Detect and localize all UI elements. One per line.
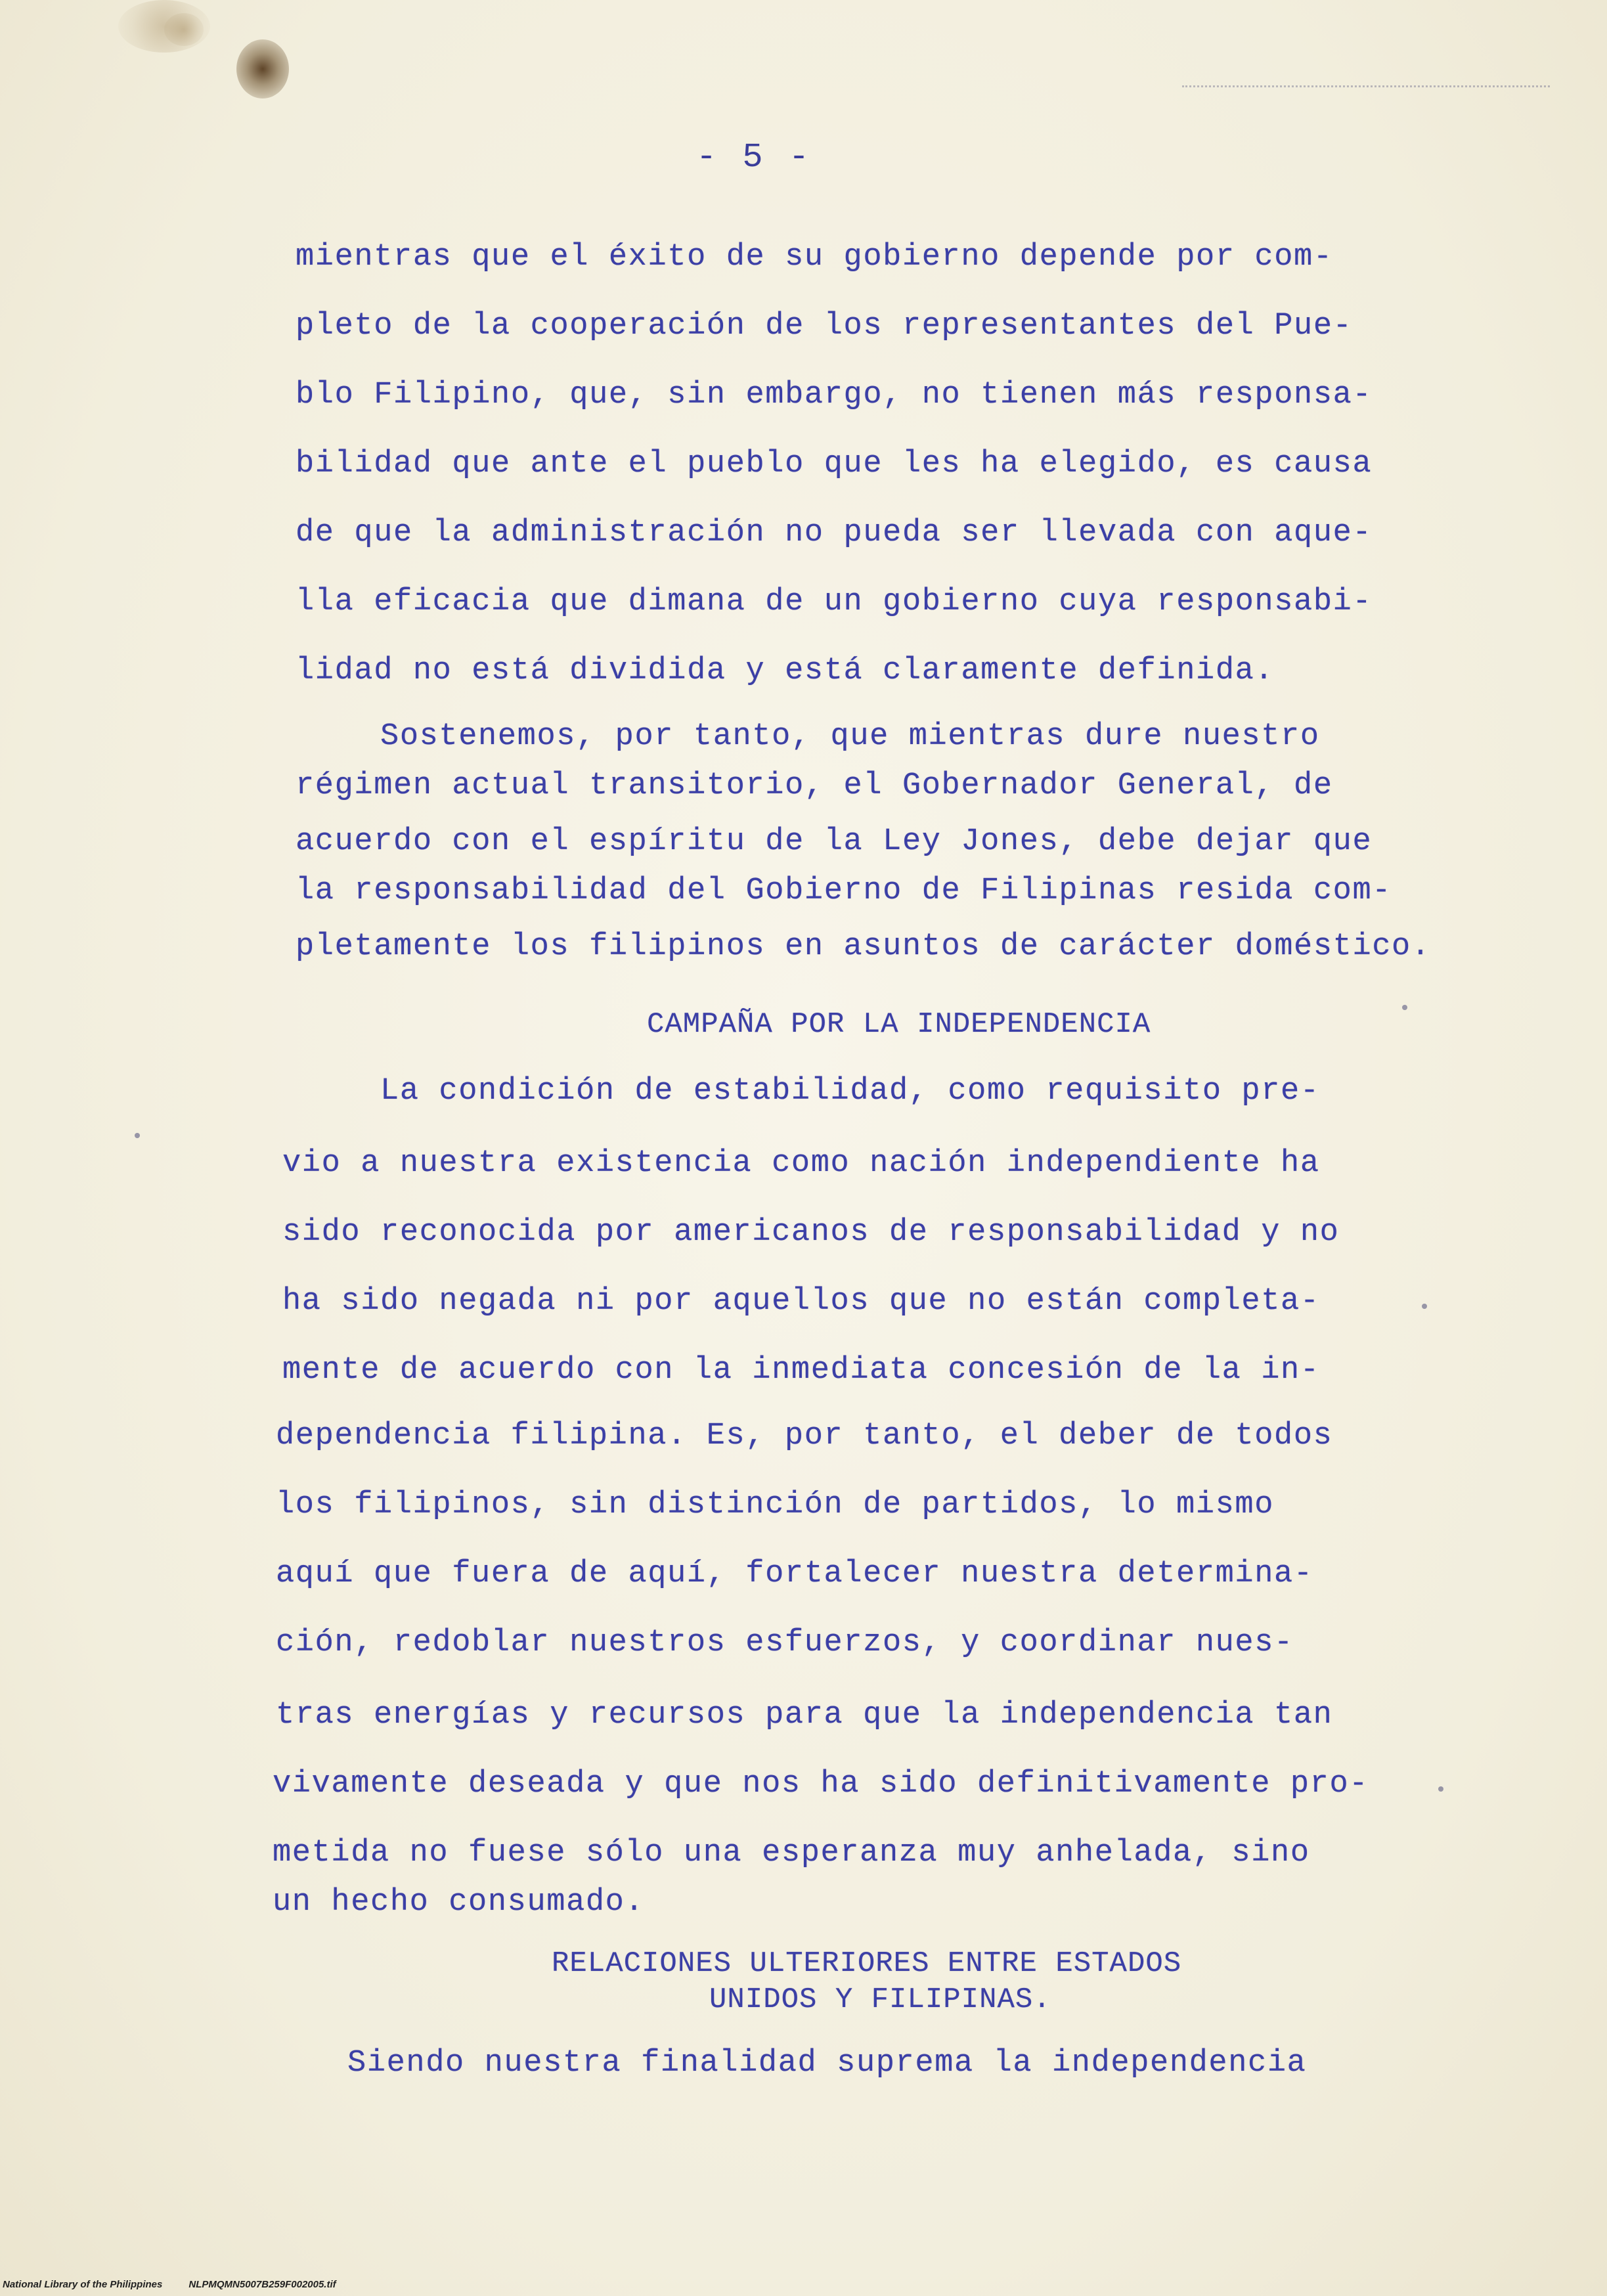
text-line: vio a nuestra existencia como nación independiente ha (282, 1146, 1320, 1181)
text-line: tras energías y recursos para que la independencia tan (276, 1698, 1333, 1733)
text-line: ción, redoblar nuestros esfuerzos, y coordinar nues- (276, 1625, 1294, 1660)
text-line: bilidad que ante el pueblo que les ha elegido, es causa (296, 447, 1373, 481)
text-line: lidad no está dividida y está claramente definida. (296, 653, 1275, 688)
archive-footer (0, 2279, 1607, 2296)
text-line: un hecho consumado. (273, 1885, 645, 1920)
text-line: régimen actual transitorio, el Gobernador General, de (296, 768, 1333, 803)
text-line: metida no fuese sólo una esperanza muy anhelada, sino (273, 1836, 1310, 1870)
page-number: - 5 - (696, 138, 812, 177)
text-line: sido reconocida por americanos de responsabilidad y no (282, 1215, 1340, 1250)
ink-speck (135, 1133, 140, 1138)
text-line: Siendo nuestra finalidad suprema la independencia (250, 2046, 1307, 2081)
text-line: pleto de la cooperación de los representantes del Pue- (296, 309, 1353, 343)
text-line: aquí que fuera de aquí, fortalecer nuestra determina- (276, 1556, 1313, 1591)
ink-blot (236, 39, 289, 99)
text-line: mente de acuerdo con la inmediata concesión de la in- (282, 1353, 1320, 1388)
text-line: Sostenemos, por tanto, que mientras dure nuestro (282, 719, 1320, 754)
text-line: acuerdo con el espíritu de la Ley Jones, debe dejar que (296, 824, 1373, 859)
ink-speck (1438, 1786, 1443, 1792)
faint-dotted-line (1182, 85, 1550, 87)
text-line: lla eficacia que dimana de un gobierno cuya responsabi- (296, 585, 1373, 619)
text-line: La condición de estabilidad, como requisito pre- (282, 1074, 1320, 1109)
library-name: National Library of the Philippines (3, 2279, 163, 2290)
section-heading: CAMPAÑA POR LA INDEPENDENCIA (647, 1008, 1151, 1041)
ink-speck (1422, 1304, 1427, 1309)
ink-speck (1402, 1005, 1407, 1010)
section-heading: RELACIONES ULTERIORES ENTRE ESTADOS (552, 1947, 1182, 1980)
text-line: ha sido negada ni por aquellos que no están completa- (282, 1284, 1320, 1319)
text-line: la responsabilidad del Gobierno de Filipinas resida com- (296, 873, 1392, 908)
paper-stain (164, 13, 204, 46)
text-line: los filipinos, sin distinción de partidos, lo mismo (276, 1488, 1275, 1522)
text-line: mientras que el éxito de su gobierno depende por com- (296, 240, 1333, 275)
text-line: blo Filipino, que, sin embargo, no tienen más responsa- (296, 378, 1373, 412)
text-line: pletamente los filipinos en asuntos de carácter doméstico. (296, 929, 1431, 964)
file-id: NLPMQMN5007B259F002005.tif (188, 2279, 336, 2290)
text-line: de que la administración no pueda ser llevada con aque- (296, 516, 1373, 550)
text-line: vivamente deseada y que nos ha sido definitivamente pro- (273, 1767, 1369, 1801)
text-line: dependencia filipina. Es, por tanto, el deber de todos (276, 1419, 1333, 1453)
section-heading: UNIDOS Y FILIPINAS. (709, 1983, 1051, 2016)
